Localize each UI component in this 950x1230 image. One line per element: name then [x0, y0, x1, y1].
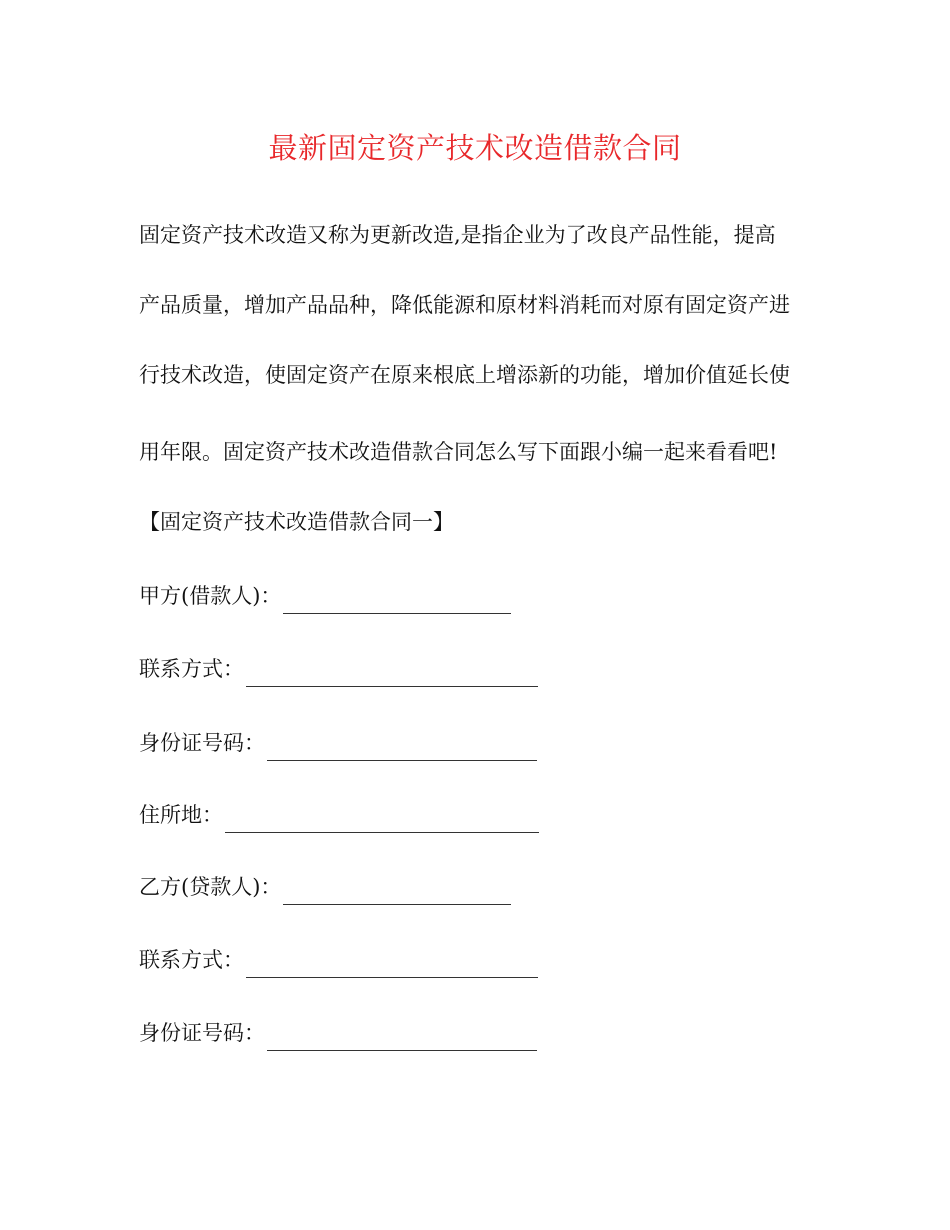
lender-contact-label: 联系方式：: [139, 948, 244, 972]
lender-id-field: [139, 1015, 537, 1051]
lender-id-blank[interactable]: [267, 1026, 537, 1051]
lender-contact-field: [139, 942, 538, 978]
borrower-label: 甲方(借款人)：: [139, 584, 282, 608]
borrower-id-label: 身份证号码：: [139, 731, 265, 755]
intro-line-1: 固定资产技术改造又称为更新改造,是指企业为了改良产品性能，提高: [139, 223, 776, 247]
borrower-address-blank[interactable]: [225, 808, 539, 833]
lender-id-label: 身份证号码：: [139, 1021, 265, 1045]
intro-line-4: 用年限。固定资产技术改造借款合同怎么写下面跟小编一起来看看吧!: [139, 440, 778, 464]
borrower-id-blank[interactable]: [267, 736, 537, 761]
borrower-address-label: 住所地：: [139, 803, 223, 827]
intro-line-3: 行技术改造，使固定资产在原来根底上增添新的功能，增加价值延长使: [139, 363, 790, 387]
borrower-id-field: [139, 725, 537, 761]
borrower-address-field: [139, 797, 539, 833]
lender-label: 乙方(贷款人)：: [139, 875, 282, 899]
borrower-field: [139, 578, 511, 614]
borrower-contact-field: [139, 651, 538, 687]
borrower-blank[interactable]: [283, 589, 511, 614]
intro-line-2: 产品质量，增加产品品种，降低能源和原材料消耗而对原有固定资产进: [139, 293, 790, 317]
document-title: 最新固定资产技术改造借款合同: [268, 131, 682, 165]
lender-contact-blank[interactable]: [246, 953, 538, 978]
lender-blank[interactable]: [283, 880, 511, 905]
lender-field: [139, 869, 511, 905]
borrower-contact-label: 联系方式：: [139, 657, 244, 681]
section-heading: 【固定资产技术改造借款合同一】: [139, 510, 454, 534]
borrower-contact-blank[interactable]: [246, 662, 538, 687]
